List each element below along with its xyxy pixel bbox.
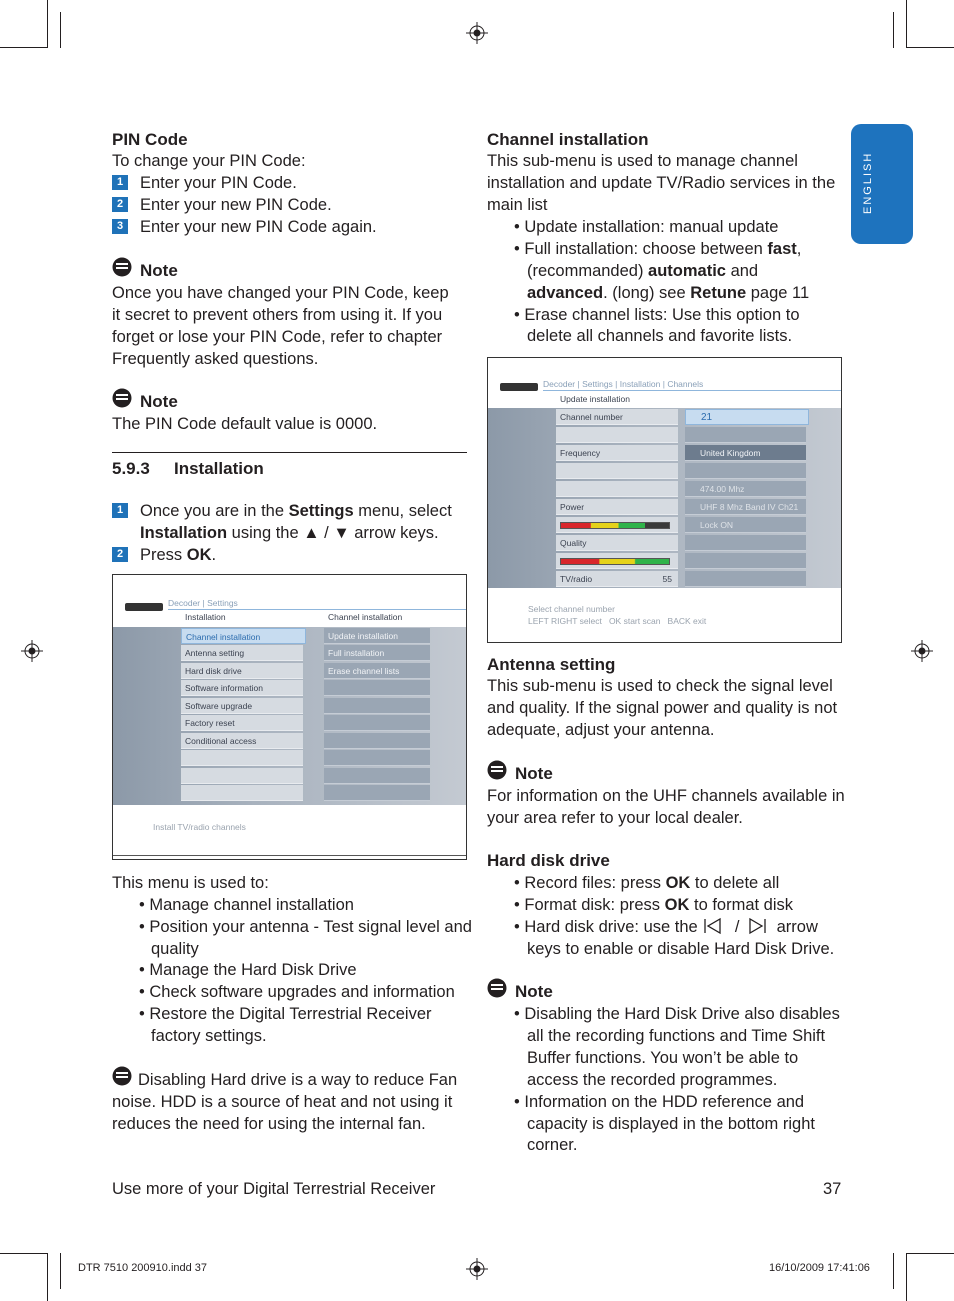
registration-mark-icon [21, 640, 43, 662]
registration-mark-icon [466, 22, 488, 44]
note-bullet-cont: all the recording functions and Time Shift [527, 1027, 826, 1045]
submenu-item-empty [324, 733, 430, 749]
label-row-empty [556, 463, 678, 479]
bullet-item: factory settings. [151, 1027, 267, 1045]
step-number: 2 [112, 197, 128, 212]
step-number: 1 [112, 175, 128, 190]
crop-mark [0, 47, 48, 48]
value-row-empty [685, 553, 806, 569]
note-text-line: forget or lose your PIN Code, refer to chapter [112, 328, 443, 346]
bullet-item: • Restore the Digital Terrestrial Receiver [139, 1005, 432, 1023]
menu-intro: This menu is used to: [112, 874, 269, 892]
channel-text-line: installation and update TV/Radio services in the [487, 174, 836, 192]
submenu-item-empty [324, 698, 430, 714]
header-line [168, 609, 467, 610]
value-row-empty [685, 427, 806, 443]
channel-text-line: This sub-menu is used to manage channel [487, 152, 798, 170]
note-bullet-cont: corner. [527, 1136, 578, 1154]
note-label: Note [140, 392, 178, 411]
power-meter [560, 522, 670, 529]
menu-item-software-upgrade[interactable]: Software upgrade [181, 698, 303, 714]
note-bullet: • Disabling the Hard Disk Drive also disables [514, 1005, 840, 1023]
label-channel-number: Channel number [556, 409, 678, 425]
power-meter-fill [561, 523, 645, 528]
channel-number-input[interactable]: 21 [685, 409, 809, 425]
note-bullet: • Information on the HDD reference and [514, 1093, 805, 1111]
crop-mark [893, 12, 894, 48]
bullet-item-cont: keys to enable or disable Hard Disk Drive. [527, 940, 835, 958]
right-arrow-key-icon [744, 917, 772, 935]
label-frequency: Frequency [556, 445, 678, 461]
label-tv-radio: TV/radio 55 [556, 571, 678, 587]
crop-mark [906, 1253, 907, 1301]
bullet-item: • Full installation: choose between fast, [514, 240, 802, 258]
bullet-item: • Record files: press OK to delete all [514, 874, 780, 892]
note-icon [112, 1066, 132, 1086]
pin-step-text: Enter your new PIN Code again. [140, 218, 377, 236]
crop-mark [906, 47, 954, 48]
note-bullet-cont: Buffer functions. You won’t be able to [527, 1049, 799, 1067]
channel-installation-title: Channel installation [487, 130, 649, 149]
install-step-2: Press OK. [140, 546, 217, 564]
pin-intro: To change your PIN Code: [112, 152, 306, 170]
label-quality: Quality [556, 535, 678, 551]
receiver-icon [125, 603, 163, 611]
bullet-item: • Manage channel installation [139, 896, 354, 914]
menu-item-empty [181, 750, 303, 766]
pin-step-text: Enter your new PIN Code. [140, 196, 332, 214]
step-number: 3 [112, 219, 128, 234]
bullet-item: • Format disk: press OK to format disk [514, 896, 794, 914]
header-line [543, 390, 842, 391]
band-value: UHF 8 Mhz Band IV Ch21 [685, 499, 806, 515]
section-title: Installation [174, 459, 264, 478]
menu-footer-hint: Install TV/radio channels [153, 822, 246, 832]
left-arrow-key-icon [702, 917, 730, 935]
antenna-text-line: This sub-menu is used to check the signal level [487, 677, 833, 695]
submenu-item-update-installation[interactable]: Update installation [324, 628, 430, 644]
submenu-item-full-installation[interactable]: Full installation [324, 645, 430, 661]
value-row-empty [685, 535, 806, 551]
install-step-1-cont: Installation using the ▲ / ▼ arrow keys. [140, 524, 439, 542]
quality-meter-row [556, 553, 678, 569]
lock-status: Lock ON [685, 517, 806, 533]
antenna-text-line: adequate, adjust your antenna. [487, 721, 715, 739]
quality-meter [560, 558, 670, 565]
bullet-item-cont: delete all channels and favorite lists. [527, 327, 793, 345]
breadcrumb: Decoder | Settings [168, 598, 238, 608]
bullet-item: • Manage the Hard Disk Drive [139, 961, 357, 979]
hdd-note-line: reduces the need for using the internal fan. [112, 1115, 426, 1133]
registration-mark-icon [911, 640, 933, 662]
hdd-note-line: Disabling Hard drive is a way to reduce Fan [138, 1071, 458, 1089]
menu-item-conditional-access[interactable]: Conditional access [181, 733, 303, 749]
submenu-item-empty [324, 785, 430, 801]
label-row-empty [556, 427, 678, 443]
bullet-item: • Hard disk drive: use the / arrow [514, 918, 818, 936]
crop-mark [47, 1253, 48, 1301]
step-number: 2 [112, 547, 128, 562]
note-icon [487, 760, 507, 780]
note-text-line: Once you have changed your PIN Code, keep [112, 284, 449, 302]
submenu-item-empty [324, 750, 430, 766]
language-tab [851, 124, 913, 244]
channel-text-line: main list [487, 196, 548, 214]
crop-mark [906, 0, 907, 48]
power-meter-row [556, 517, 678, 533]
submenu-item-empty [324, 768, 430, 784]
menu-item-channel-installation[interactable]: Channel installation [181, 628, 306, 644]
hdd-note-line: noise. HDD is a source of heat and not using it [112, 1093, 453, 1111]
crop-mark [47, 0, 48, 48]
menu-item-empty [181, 785, 303, 801]
page-number: 37 [823, 1180, 842, 1198]
pin-title: PIN Code [112, 130, 188, 149]
value-row-empty [685, 571, 806, 587]
column-header: Channel installation [328, 612, 403, 622]
update-installation-screenshot [487, 357, 842, 643]
crop-mark [0, 1253, 48, 1254]
note-text: The PIN Code default value is 0000. [112, 415, 378, 433]
registration-mark-icon [466, 1258, 488, 1280]
label-row-empty [556, 481, 678, 497]
submenu-item-empty [324, 715, 430, 731]
crop-mark [60, 1253, 61, 1289]
note-label: Note [515, 764, 553, 783]
menu-item-antenna-setting[interactable]: Antenna setting [181, 645, 303, 661]
receiver-icon [500, 383, 538, 391]
section-divider [112, 452, 467, 453]
value-row-empty [685, 463, 806, 479]
menu-item-empty [181, 768, 303, 784]
note-text-line: For information on the UHF channels available in [487, 787, 845, 805]
note-bullet-cont: access the recorded programmes. [527, 1071, 778, 1089]
note-text-line: your area refer to your local dealer. [487, 809, 743, 827]
menu-item-software-information[interactable]: Software information [181, 680, 303, 696]
note-text-line: Frequently asked questions. [112, 350, 319, 368]
submenu-item-erase-channel-lists[interactable]: Erase channel lists [324, 663, 430, 679]
section-number: 5.9.3 [112, 459, 150, 478]
installation-menu-screenshot [112, 574, 467, 860]
crop-mark [906, 1253, 954, 1254]
bullet-item: • Update installation: manual update [514, 218, 779, 236]
bullet-item: • Erase channel lists: Use this option to [514, 306, 800, 324]
language-tab-label: ENGLISH [862, 151, 874, 214]
country-select[interactable]: United Kingdom [685, 445, 806, 461]
crop-mark [893, 1253, 894, 1289]
screen-header: Update installation [560, 394, 630, 404]
install-step-1: Once you are in the Settings menu, select [140, 502, 452, 520]
frequency-value: 474.00 Mhz [685, 481, 806, 497]
label-power: Power [556, 499, 678, 515]
panel-bottom-line [113, 855, 467, 856]
footer-hint: Select channel number [528, 604, 615, 614]
antenna-text-line: and quality. If the signal power and quality is not [487, 699, 838, 717]
bullet-item: • Position your antenna - Test signal level and [139, 918, 472, 936]
print-slug-date: 16/10/2009 17:41:06 [769, 1262, 870, 1274]
bullet-item: • Check software upgrades and information [139, 983, 455, 1001]
menu-item-factory-reset[interactable]: Factory reset [181, 715, 303, 731]
breadcrumb: Decoder | Settings | Installation | Channels [543, 379, 704, 389]
note-text-line: it secret to prevent others from using it. If you [112, 306, 443, 324]
crop-mark [60, 12, 61, 48]
bullet-item-cont: advanced. (long) see Retune page 11 [527, 284, 810, 302]
menu-item-hard-disk-drive[interactable]: Hard disk drive [181, 663, 303, 679]
print-slug-file: DTR 7510 200910.indd 37 [78, 1262, 208, 1274]
note-label: Note [140, 261, 178, 280]
note-icon [487, 978, 507, 998]
bullet-item: quality [151, 940, 199, 958]
submenu-item-empty [324, 680, 430, 696]
hard-disk-drive-title: Hard disk drive [487, 851, 610, 870]
note-icon [112, 388, 132, 408]
note-icon [112, 257, 132, 277]
page-footer-title: Use more of your Digital Terrestrial Receiver [112, 1180, 436, 1198]
column-header: Installation [185, 612, 226, 622]
pin-step-text: Enter your PIN Code. [140, 174, 297, 192]
bullet-item-cont: (recommanded) automatic and [527, 262, 759, 280]
note-bullet-cont: capacity is displayed in the bottom right [527, 1115, 815, 1133]
step-number: 1 [112, 503, 128, 518]
antenna-setting-title: Antenna setting [487, 655, 616, 674]
footer-keys: LEFT RIGHT select OK start scan BACK exit [528, 616, 707, 626]
note-label: Note [515, 982, 553, 1001]
